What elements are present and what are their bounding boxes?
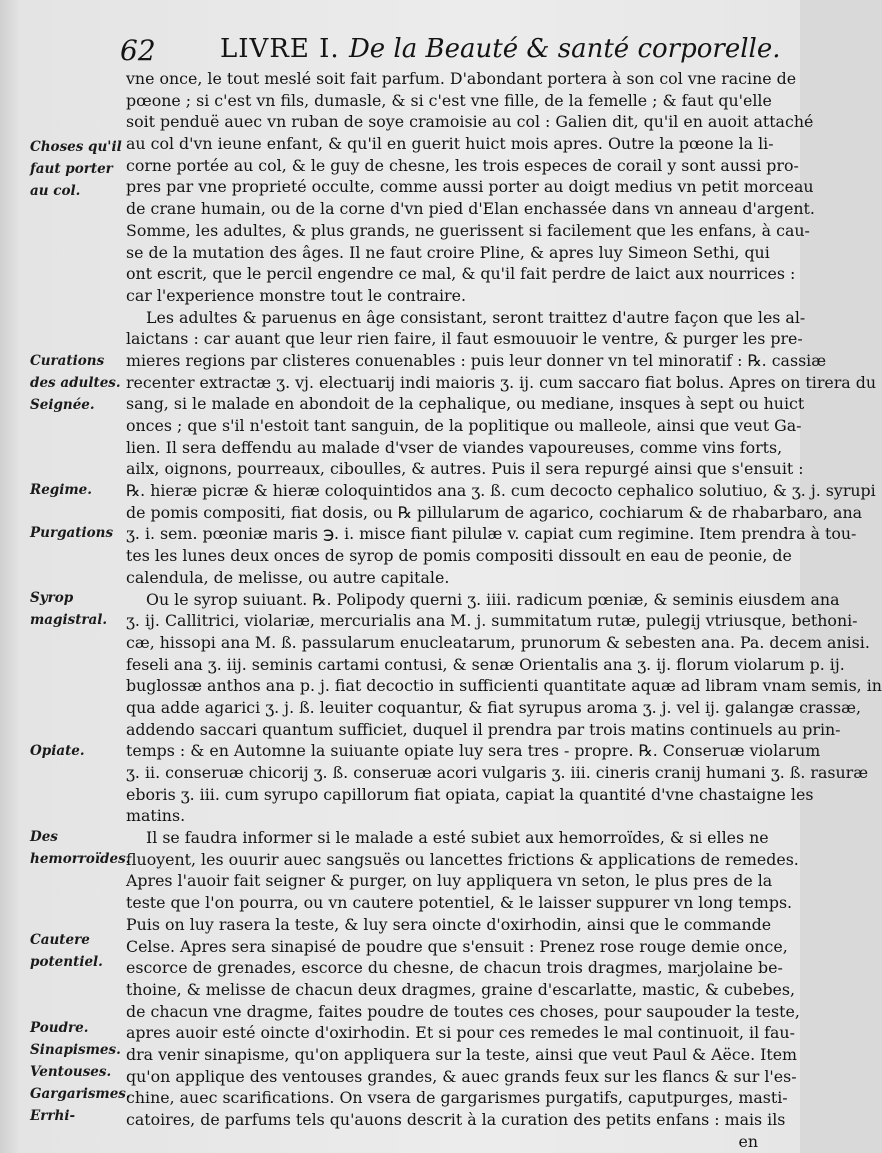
text-line: Puis on luy rasera la teste, & luy sera oincte d'oxirhodin, ainsi que le commande	[126, 914, 772, 934]
text-line: au col d'vn ieune enfant, & qu'il en guerit huict mois apres. Outre la pœone la li-	[126, 134, 774, 154]
text-line: ℞. hieræ picræ & hieræ coloquintidos ana ʒ. ß. cum decocto cephalico solutiuo, & ʒ. j. syrupi	[126, 481, 876, 501]
text-line: qu'on applique des ventouses grandes, & auec grands feux sur les flancs & sur l'es-	[126, 1066, 797, 1086]
text-line: eboris ʒ. iii. cum syrupo capillorum fiat opiata, capiat la quantité d'vne chastaigne les	[126, 784, 814, 804]
text-line: escorce de grenades, escorce du chesne, de chacun trois dragmes, marjolaine be-	[126, 958, 783, 978]
running-title	[220, 34, 781, 64]
text-line: se de la mutation des âges. Il ne faut croire Pline, & apres luy Simeon Sethi, qui	[126, 242, 770, 262]
margin-note: Syrop magistral.	[30, 590, 108, 628]
text-line: matins.	[126, 806, 186, 826]
text-line: ʒ. ii. conseruæ chicorij ʒ. ß. conseruæ acori vulgaris ʒ. iii. cineris cranij humani ʒ. ß. rasuræ	[126, 763, 869, 782]
text-line: de chacun vne dragme, faites poudre de toutes ces choses, pour saupouder la teste,	[126, 1001, 800, 1021]
text-line: temps : & en Automne la suiuante opiate luy sera tres - propre. ℞. Conseruæ violarum	[126, 741, 821, 761]
book-title: LIVRE I.	[220, 34, 340, 64]
text-line: tes les lunes deux onces de syrop de pomis compositi dissoult en eau de peonie, de	[126, 546, 792, 566]
text-line: vne once, le tout meslé soit fait parfum. D'abondant portera à son col vne racine de	[126, 69, 797, 88]
text-line: fluoyent, les ouurir auec sangsuës ou lancettes frictions & applications de remedes.	[126, 849, 799, 869]
margin-note: Regime.	[30, 482, 92, 498]
text-line: feseli ana ʒ. iij. seminis cartami contusi, & senæ Orientalis ana ʒ. ij. florum violarum p. ij.	[126, 654, 845, 674]
margin-note: Des hemorroïdes.	[30, 829, 131, 867]
text-line: onces ; que s'il n'estoit tant sanguin, de la poplitique ou malleole, ainsi que veut Ga-	[126, 416, 802, 435]
body-text	[126, 68, 882, 1152]
margin-note: Choses qu'il faut porter au col.	[30, 139, 122, 199]
text-line: Les adultes & paruenus en âge consistant, seront traittez d'autre façon que les al-	[146, 307, 806, 327]
margin-note: Opiate.	[30, 743, 85, 759]
text-line: dra venir sinapisme, qu'on appliquera sur la teste, ainsi que veut Paul & Aëce. Item	[126, 1044, 798, 1064]
text-line: buglossæ anthos ana p. j. fiat decoctio in sufficienti quantitate aquæ ad libram vnam semis, in	[126, 676, 882, 696]
running-header	[120, 30, 780, 70]
book-subtitle: De la Beauté & santé corporelle.	[348, 34, 781, 64]
text-line: recenter extractæ ʒ. vj. electuarij indi maioris ʒ. ij. cum saccaro fiat bolus. Apres on tirera du	[126, 372, 877, 392]
text-line: catoires, de parfums tels qu'auons descrit à la curation des petits enfans : mais ils	[126, 1110, 786, 1129]
text-line: de pomis compositi, fiat dosis, ou ℞ pillularum de agarico, cochiarum & de rhabarbaro, ana	[126, 502, 863, 522]
text-line: de crane humain, ou de la corne d'vn pied d'Elan enchassée dans vn anneau d'argent.	[126, 199, 815, 219]
margin-note: Curations des adultes. Seignée.	[30, 353, 121, 413]
text-line: pres par vne proprieté occulte, comme aussi porter au doigt medius vn petit morceau	[126, 177, 814, 197]
text-line: ʒ. i. sem. pœoniæ maris ℈. i. misce fiant pilulæ v. capiat cum regimine. Item prendra à tou-	[126, 524, 857, 544]
text-line: Ou le syrop suiuant. ℞. Polipody querni ʒ. iiii. radicum pœniæ, & seminis eiusdem ana	[146, 589, 840, 609]
text-line: calendula, de melisse, ou autre capitale.	[126, 567, 450, 587]
text-line: lien. Il sera deffendu au malade d'vser de viandes vapoureuses, comme vins forts,	[126, 437, 783, 457]
text-line: laictans : car auant que leur rien faire, il faut esmouuoir le ventre, & purger les pre-	[126, 329, 803, 349]
catchword: en	[738, 1131, 758, 1151]
text-line: Il se faudra informer si le malade a esté subiet aux hemorroïdes, & si elles ne	[146, 828, 769, 848]
page-number: 62	[120, 34, 156, 67]
margin-note: Cautere potentiel.	[30, 932, 103, 970]
text-line: mieres regions par clisteres conuenables : puis leur donner vn tel minoratif : ℞. cassiæ	[126, 350, 827, 370]
text-line: ʒ. ij. Callitrici, violariæ, mercurialis ana M. j. summitatum rutæ, pulegij vtriusque, bethoni-	[126, 611, 858, 631]
text-line: ailx, oignons, pourreaux, ciboulles, & autres. Puis il sera repurgé ainsi que s'ensuit :	[126, 459, 804, 479]
text-line: addendo saccari quantum sufficiet, duquel il prendra par trois matins continuels au prin-	[126, 719, 841, 739]
text-line: cæ, hissopi ana M. ß. passularum enucleatarum, prunorum & sebesten ana. Pa. decem anisi.	[126, 632, 870, 652]
text-line: Celse. Apres sera sinapisé de poudre que s'ensuit : Prenez rose rouge demie once,	[126, 936, 788, 956]
text-line: Apres l'auoir fait seigner & purger, on luy appliquera vn seton, le plus pres de la	[126, 871, 773, 891]
margin-note: Poudre. Sinapismes. Ventouses. Gargarismes. Errhi-	[30, 1020, 131, 1124]
text-line: sang, si le malade en abondoit de la cephalique, ou mediane, insques à sept ou huict	[126, 394, 805, 414]
text-line: pœone ; si c'est vn fils, dumasle, & si c'est vne fille, de la femelle ; & faut qu'elle	[126, 90, 772, 110]
text-line: apres auoir esté oincte d'oxirhodin. Et si pour ces remedes le mal continuoit, il fau-	[126, 1023, 795, 1043]
text-line: thoine, & melisse de chacun deux dragmes, graine d'escarlatte, mastic, & cubebes,	[126, 979, 796, 999]
text-line: Somme, les adultes, & plus grands, ne guerissent si facilement que les enfans, à cau-	[126, 220, 810, 240]
margin-note: Purgations	[30, 525, 114, 541]
text-line: qua adde agarici ʒ. j. ß. leuiter coquantur, & fiat syrupus aroma ʒ. j. vel ij. galangæ crassæ,	[126, 697, 861, 717]
text-line: teste que l'on pourra, ou vn cautere potentiel, & le laisser suppurer vn long temps.	[126, 893, 793, 913]
text-line: car l'experience monstre tout le contraire.	[126, 285, 466, 305]
text-line: chine, auec scarifications. On vsera de gargarismes purgatifs, caputpurges, masti-	[126, 1088, 788, 1108]
text-line: corne portée au col, & le guy de chesne, les trois especes de corail y sont aussi pro-	[126, 155, 799, 175]
text-line: soit penduë auec vn ruban de soye cramoisie au col : Galien dit, qu'il en auoit attaché	[126, 112, 814, 132]
text-line: ont escrit, que le percil engendre ce mal, & qu'il fait perdre de laict aux nourrices :	[126, 264, 796, 284]
